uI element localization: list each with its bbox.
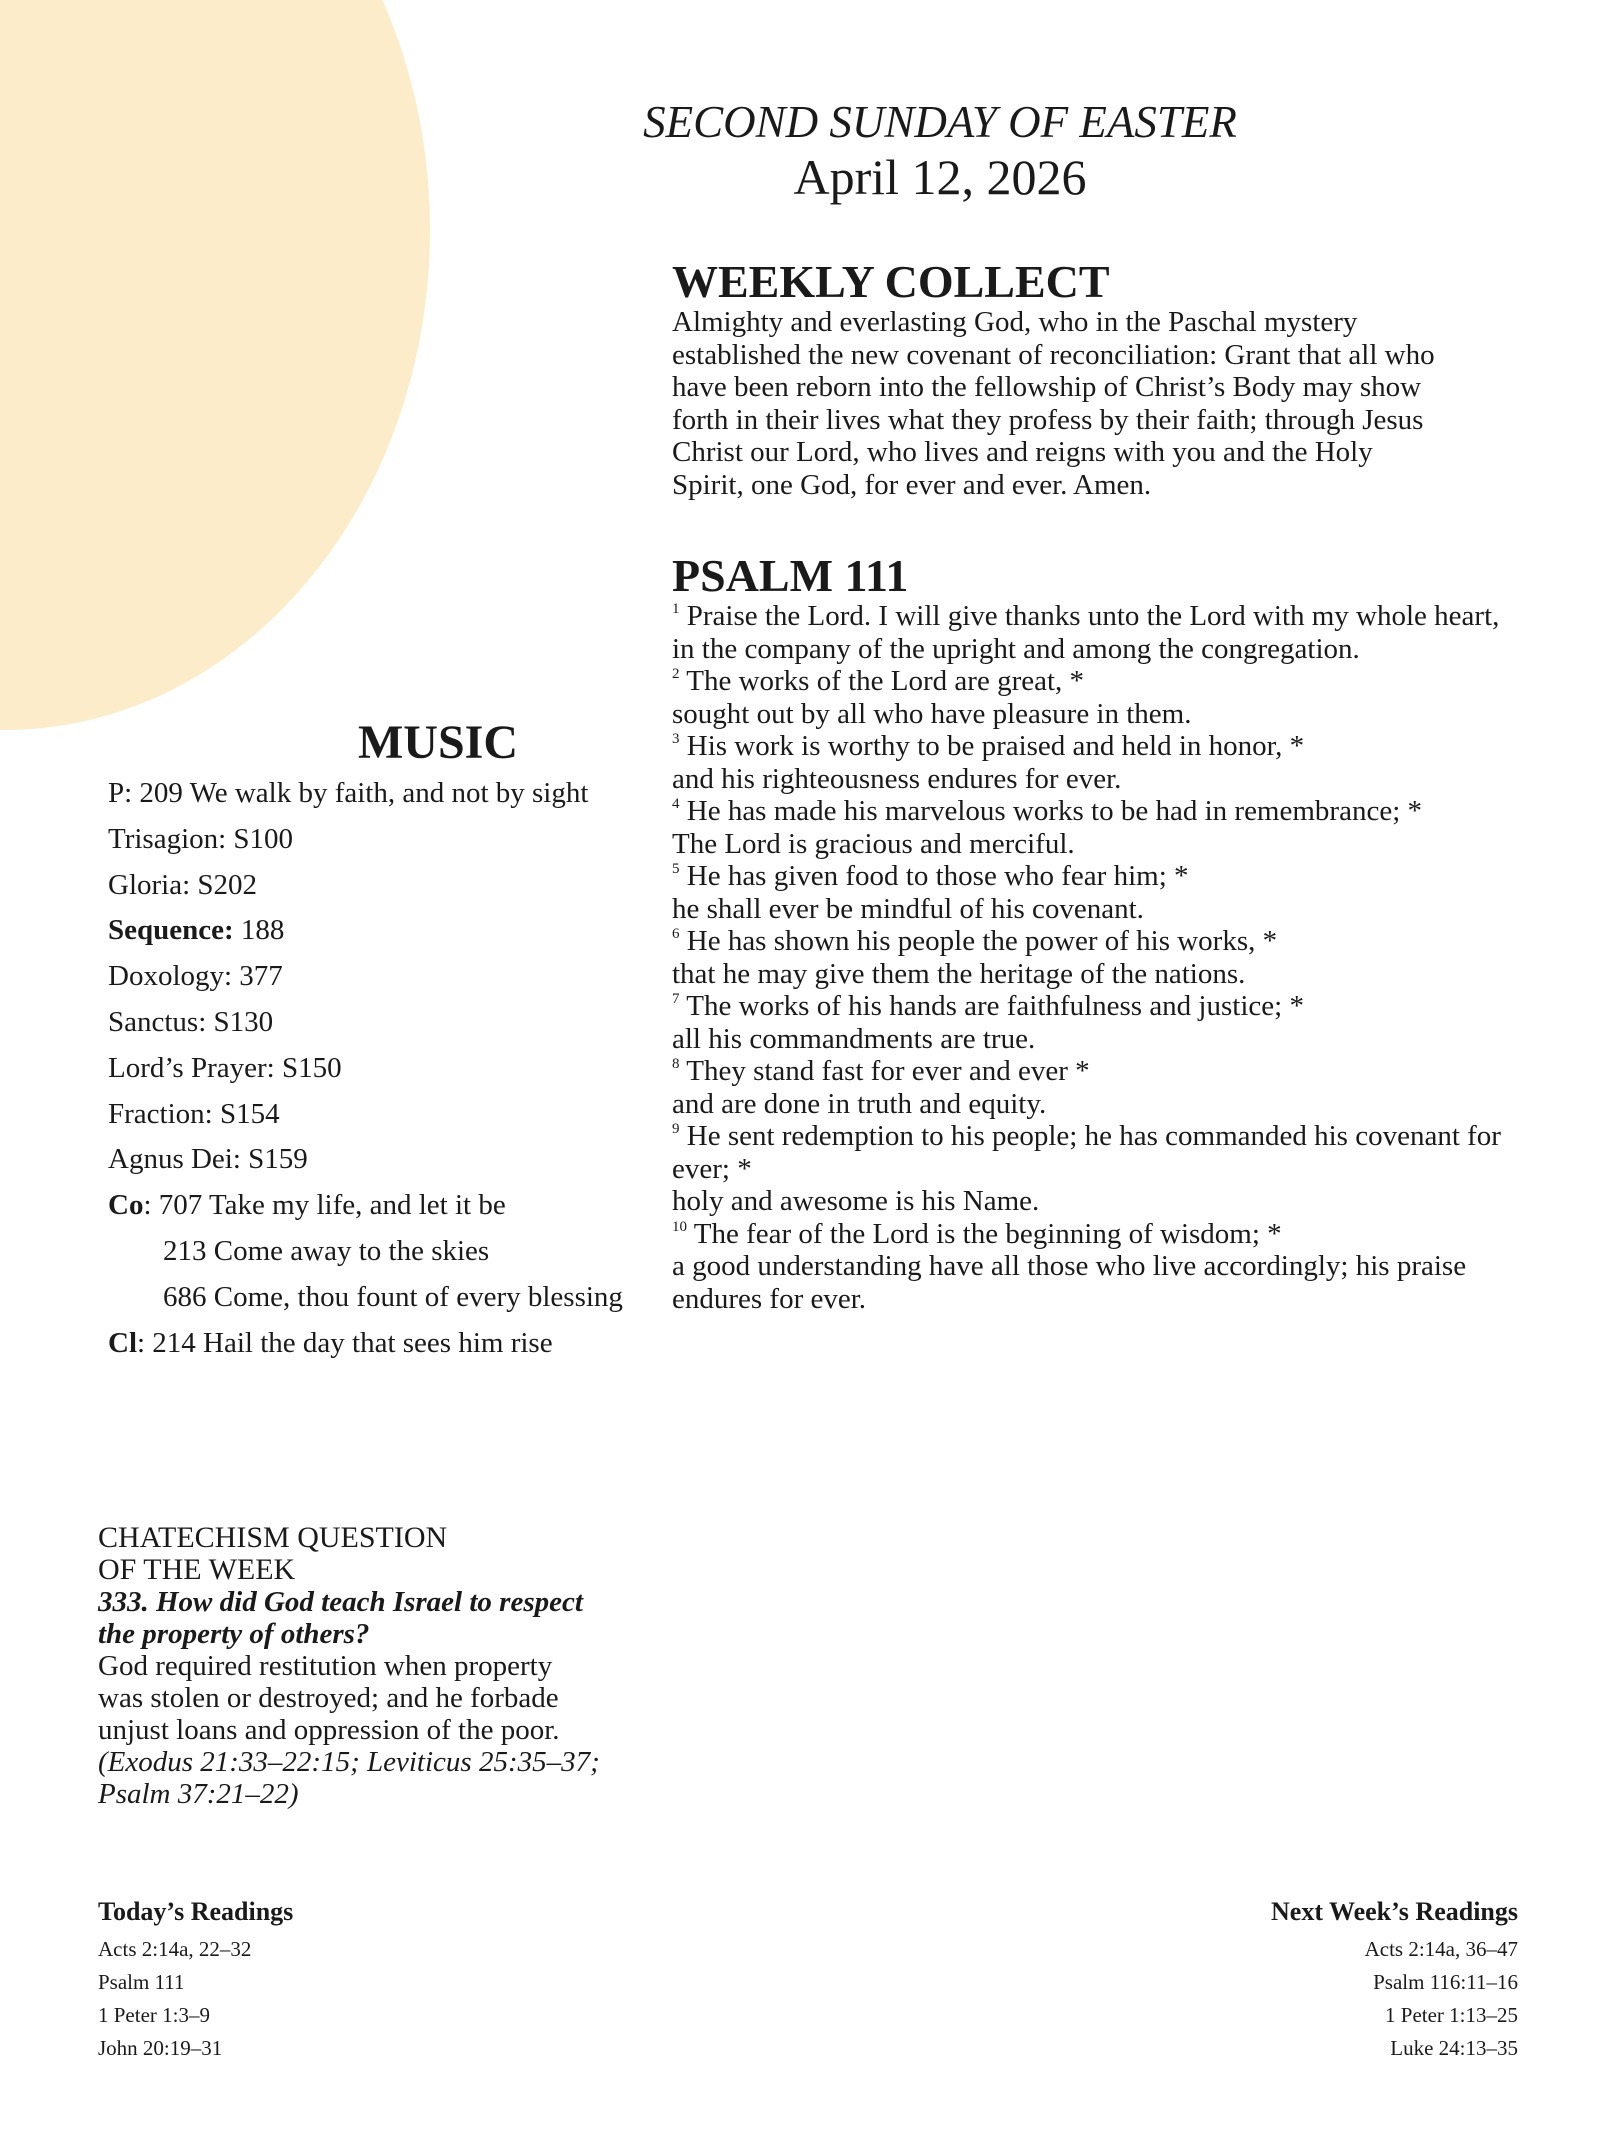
psalm-line <box>672 925 1592 958</box>
music-item <box>108 954 708 1000</box>
psalm-line-text: ever; * <box>672 1152 752 1185</box>
music-item-text: Sanctus: S130 <box>108 1005 274 1038</box>
music-item-text: 213 Come away to the skies <box>163 1234 490 1267</box>
decorative-sun-circle <box>0 0 430 730</box>
collect-line: established the new covenant of reconciliation: Grant that all who <box>672 338 1435 371</box>
verse-number: 2 <box>672 666 680 682</box>
music-item-text: Lord’s Prayer: S150 <box>108 1051 342 1084</box>
catechism-heading: OF THE WEEK <box>98 1553 296 1586</box>
psalm-line <box>672 763 1592 796</box>
psalm-line-text: Praise the Lord. I will give thanks unto the Lord with my whole heart, <box>686 600 1500 632</box>
music-item-label: Cl <box>108 1326 137 1359</box>
music-item <box>108 1321 708 1367</box>
occasion-title: SECOND SUNDAY OF EASTER <box>643 97 1237 147</box>
reading-item: Acts 2:14a, 36–47 <box>1364 1937 1518 1961</box>
psalm-line-text: He has shown his people the power of his works, * <box>686 925 1278 957</box>
psalm-line <box>672 600 1592 633</box>
catechism-reference: Psalm 37:21–22) <box>98 1778 299 1810</box>
music-item-text: Gloria: S202 <box>108 868 258 901</box>
psalm-line-text: sought out by all who have pleasure in them. <box>672 697 1192 730</box>
collect-line: Christ our Lord, who lives and reigns with you and the Holy <box>672 436 1373 468</box>
catechism-section <box>98 1522 658 1810</box>
verse-number: 10 <box>672 1218 687 1235</box>
verse-number: 8 <box>672 1056 680 1072</box>
verse-number: 4 <box>672 796 680 812</box>
weekly-collect-section <box>672 258 1532 501</box>
music-item-text: : 214 Hail the day that sees him rise <box>137 1326 553 1359</box>
music-item-label: Co <box>108 1189 144 1222</box>
verse-number: 3 <box>672 731 680 747</box>
todays-readings-heading: Today’s Readings <box>98 1897 294 1926</box>
psalm-line-text: that he may give them the heritage of the nations. <box>672 957 1246 990</box>
psalm-line <box>672 860 1592 893</box>
reading-item: Psalm 111 <box>98 1970 185 1994</box>
psalm-line <box>672 1250 1592 1283</box>
psalm-line-text: endures for ever. <box>672 1282 867 1315</box>
music-item <box>108 1275 708 1321</box>
collect-heading: WEEKLY COLLECT <box>672 256 1110 307</box>
verse-number: 7 <box>672 991 680 1007</box>
music-item-text: P: 209 We walk by faith, and not by sight <box>108 777 589 809</box>
psalm-line <box>672 665 1592 698</box>
catechism-question: 333. How did God teach Israel to respect <box>98 1586 583 1618</box>
reading-item: Psalm 116:11–16 <box>1373 1970 1518 1994</box>
music-list <box>108 771 708 1366</box>
psalm-line-text: The works of his hands are faithfulness and justice; * <box>686 990 1304 1022</box>
psalm-line-text: The Lord is gracious and merciful. <box>672 827 1075 860</box>
psalm-line <box>672 958 1592 991</box>
music-item <box>108 1000 708 1046</box>
psalm-line <box>672 795 1592 828</box>
music-item <box>108 771 708 817</box>
psalm-line-text: The works of the Lord are great, * <box>686 665 1085 697</box>
catechism-heading: CHATECHISM QUESTION <box>98 1521 448 1554</box>
next-week-readings-heading: Next Week’s Readings <box>1271 1897 1518 1926</box>
psalm-line <box>672 1088 1592 1121</box>
reading-item: 1 Peter 1:13–25 <box>1385 2003 1518 2027</box>
psalm-line-text: He has given food to those who fear him; * <box>686 860 1189 892</box>
music-item <box>108 817 708 863</box>
music-item <box>108 863 708 909</box>
psalm-line <box>672 828 1592 861</box>
psalm-line-text: a good understanding have all those who live accordingly; his praise <box>672 1250 1467 1282</box>
catechism-reference: (Exodus 21:33–22:15; Leviticus 25:35–37; <box>98 1746 600 1778</box>
psalm-line <box>672 1153 1592 1186</box>
psalm-line <box>672 1218 1592 1251</box>
psalm-line <box>672 1023 1592 1056</box>
psalm-line-text: holy and awesome is his Name. <box>672 1185 1040 1217</box>
music-item <box>108 1046 708 1092</box>
collect-line: have been reborn into the fellowship of Christ’s Body may show <box>672 371 1422 403</box>
music-heading: MUSIC <box>358 716 519 769</box>
collect-line: Spirit, one God, for ever and ever. Amen. <box>672 468 1152 501</box>
verse-number: 9 <box>672 1121 680 1137</box>
music-item <box>108 1137 708 1183</box>
psalm-line <box>672 1185 1592 1218</box>
psalm-line-text: His work is worthy to be praised and held in honor, * <box>686 730 1305 762</box>
psalm-line <box>672 730 1592 763</box>
verse-number: 6 <box>672 926 680 942</box>
psalm-section <box>672 552 1592 1315</box>
psalm-line <box>672 990 1592 1023</box>
music-section <box>108 715 708 1366</box>
collect-line: forth in their lives what they profess by their faith; through Jesus <box>672 403 1424 436</box>
todays-readings <box>98 1895 518 2065</box>
psalm-line <box>672 1055 1592 1088</box>
reading-item: Acts 2:14a, 22–32 <box>98 1937 252 1961</box>
psalm-line <box>672 893 1592 926</box>
psalm-line-text: in the company of the upright and among the congregation. <box>672 632 1360 665</box>
music-item <box>108 908 708 954</box>
psalm-line <box>672 698 1592 731</box>
psalm-line-text: He has made his marvelous works to be had in remembrance; * <box>686 795 1423 827</box>
psalm-heading: PSALM 111 <box>672 550 909 601</box>
psalm-line <box>672 1283 1592 1316</box>
catechism-answer: was stolen or destroyed; and he forbade <box>98 1682 559 1714</box>
catechism-question: the property of others? <box>98 1618 370 1650</box>
music-item-text: 188 <box>233 914 285 947</box>
psalm-line-text: and his righteousness endures for ever. <box>672 762 1122 795</box>
psalm-line-text: They stand fast for ever and ever * <box>686 1055 1090 1087</box>
music-item <box>108 1183 708 1229</box>
catechism-answer: unjust loans and oppression of the poor. <box>98 1714 560 1746</box>
music-item <box>108 1229 708 1275</box>
service-date: April 12, 2026 <box>793 149 1087 205</box>
music-item-text: : 707 Take my life, and let it be <box>143 1189 506 1222</box>
psalm-line <box>672 633 1592 666</box>
music-item <box>108 1092 708 1138</box>
reading-item: 1 Peter 1:3–9 <box>98 2003 210 2027</box>
psalm-line-text: and are done in truth and equity. <box>672 1087 1047 1120</box>
psalm-verses <box>672 600 1592 1315</box>
reading-item: Luke 24:13–35 <box>1390 2036 1518 2060</box>
next-week-readings <box>1098 1895 1518 2065</box>
psalm-line-text: He sent redemption to his people; he has commanded his covenant for <box>686 1120 1501 1152</box>
music-item-text: 686 Come, thou fount of every blessing <box>163 1280 623 1313</box>
verse-number: 5 <box>672 861 680 877</box>
psalm-line-text: The fear of the Lord is the beginning of wisdom; * <box>693 1217 1282 1250</box>
psalm-line-text: he shall ever be mindful of his covenant. <box>672 892 1144 925</box>
reading-item: John 20:19–31 <box>98 2036 223 2060</box>
collect-line: Almighty and everlasting God, who in the Paschal mystery <box>672 306 1358 338</box>
music-item-label: Sequence: <box>108 914 234 947</box>
music-item-text: Agnus Dei: S159 <box>108 1143 308 1176</box>
music-item-text: Fraction: S154 <box>108 1097 280 1130</box>
page-title-block <box>560 96 1320 206</box>
psalm-line <box>672 1120 1592 1153</box>
verse-number: 1 <box>672 601 680 617</box>
music-item-text: Doxology: 377 <box>108 960 283 993</box>
catechism-answer: God required restitution when property <box>98 1650 553 1682</box>
psalm-line-text: all his commandments are true. <box>672 1022 1036 1055</box>
music-item-text: Trisagion: S100 <box>108 822 294 855</box>
